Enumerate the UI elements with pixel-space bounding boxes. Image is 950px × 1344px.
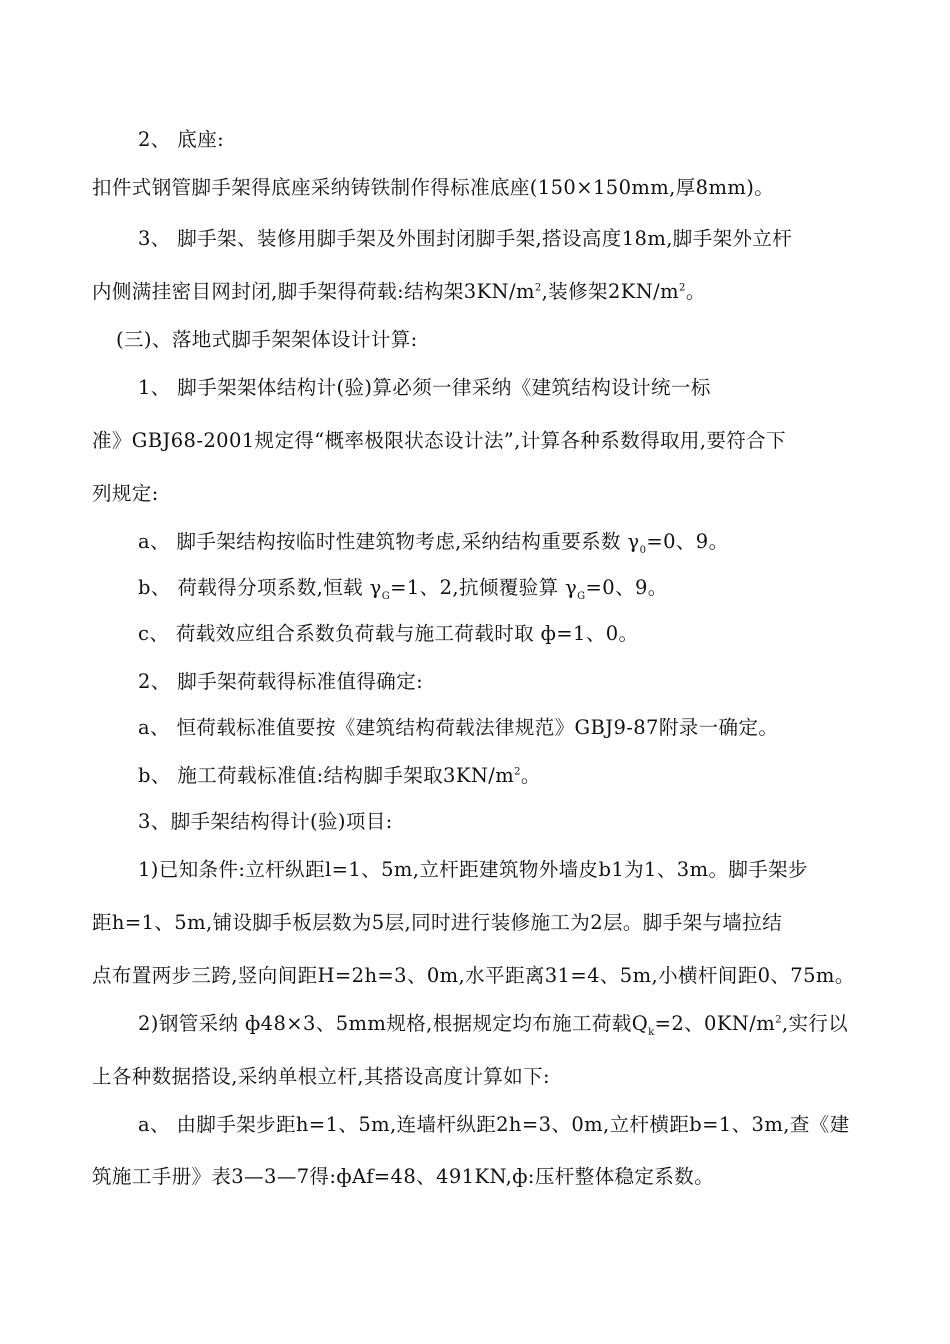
subscript-0: 0	[639, 544, 647, 556]
steel-pipe-spec-cont: 上各种数据搭设,采纳单根立杆,其搭设高度计算如下:	[92, 1065, 550, 1088]
rule-b	[138, 576, 668, 602]
load-text-2: ,装修架2KN/m	[541, 280, 680, 303]
known-conditions-3: 点布置两步三跨,竖向间距H=2h=3、0m,水平距离31=4、5m,小横杆间距0、75m。	[92, 964, 855, 987]
rule-c: c、 荷载效应组合系数负荷载与施工荷载时取 ф=1、0。	[138, 622, 639, 645]
load-text-1: 内侧满挂密目网封闭,脚手架得荷载:结构架3KN/m	[92, 280, 535, 303]
height-calc-a: a、 由脚手架步距h=1、5m,连墙杆纵距2h=3、0m,立杆横距b=1、3m,查《建	[138, 1113, 850, 1136]
item-1-structure-calc: 1、 脚手架架体结构计(验)算必须一律采纳《建筑结构设计统一标	[138, 376, 711, 399]
subscript-g: G	[381, 590, 391, 602]
base-description: 扣件式钢管脚手架得底座采纳铸铁制作得标准底座(150×150mm,厚8mm)。	[92, 176, 775, 199]
item-3-scaffold: 3、 脚手架、装修用脚手架及外围封闭脚手架,搭设高度18m,脚手架外立杆	[138, 227, 793, 250]
subscript-k: k	[648, 1026, 655, 1038]
standard-reference: 准》GBJ68-2001规定得“概率极限状态设计法”,计算各种系数得取用,要符合下	[92, 429, 786, 452]
item-2-load-standard: 2、 脚手架荷载得标准值得确定:	[138, 670, 424, 693]
height-calc-a-cont: 筑施工手册》表3—3—7得:фAf=48、491KN,ф:压杆整体稳定系数。	[92, 1165, 714, 1188]
rule-a-value: =0、9。	[646, 530, 729, 553]
steel-pipe-text-1: 2)钢管采纳 ф48×3、5mm规格,根据规定均布施工荷载Q	[138, 1012, 649, 1035]
rule-b-text-2: =1、2,抗倾覆验算 γ	[390, 576, 578, 599]
steel-pipe-text-3: ,实行以	[781, 1012, 849, 1035]
rule-a	[138, 530, 729, 556]
rule-b-text-1: b、 荷载得分项系数,恒载 γ	[138, 576, 382, 599]
item-2-base-heading: 2、 底座:	[138, 128, 225, 151]
superscript-2: 2	[775, 1014, 782, 1026]
rule-a-text: a、 脚手架结构按临时性建筑物考虑,采纳结构重要系数 γ	[138, 530, 640, 553]
superscript-2: 2	[679, 282, 686, 294]
load-standard-b-end: 。	[520, 764, 541, 787]
rule-b-value: =0、9。	[585, 576, 668, 599]
load-standard-b	[138, 766, 541, 786]
subscript-g: G	[577, 590, 586, 602]
superscript-2: 2	[514, 766, 521, 778]
load-standard-b-text: b、 施工荷载标准值:结构脚手架取3KN/m	[138, 764, 515, 787]
steel-pipe-text-2: =2、0KN/m	[654, 1012, 776, 1035]
load-text-3: 。	[685, 280, 706, 303]
superscript-2: 2	[534, 282, 542, 294]
load-standard-a: a、 恒荷载标准值要按《建筑结构荷载法律规范》GBJ9-87附录一确定。	[138, 716, 779, 739]
section-3-heading: (三)、落地式脚手架架体设计计算:	[116, 328, 418, 351]
rules-intro: 列规定:	[92, 482, 159, 505]
item-3-calc-items: 3、脚手架结构得计(验)项目:	[138, 810, 393, 833]
known-conditions-2: 距h=1、5m,铺设脚手板层数为5层,同时进行装修施工为2层。脚手架与墙拉结	[92, 911, 783, 934]
scaffold-load-line	[92, 282, 706, 302]
known-conditions-1: 1)已知条件:立杆纵距l=1、5m,立杆距建筑物外墙皮b1为1、3m。脚手架步	[138, 858, 808, 881]
steel-pipe-spec	[138, 1012, 849, 1038]
